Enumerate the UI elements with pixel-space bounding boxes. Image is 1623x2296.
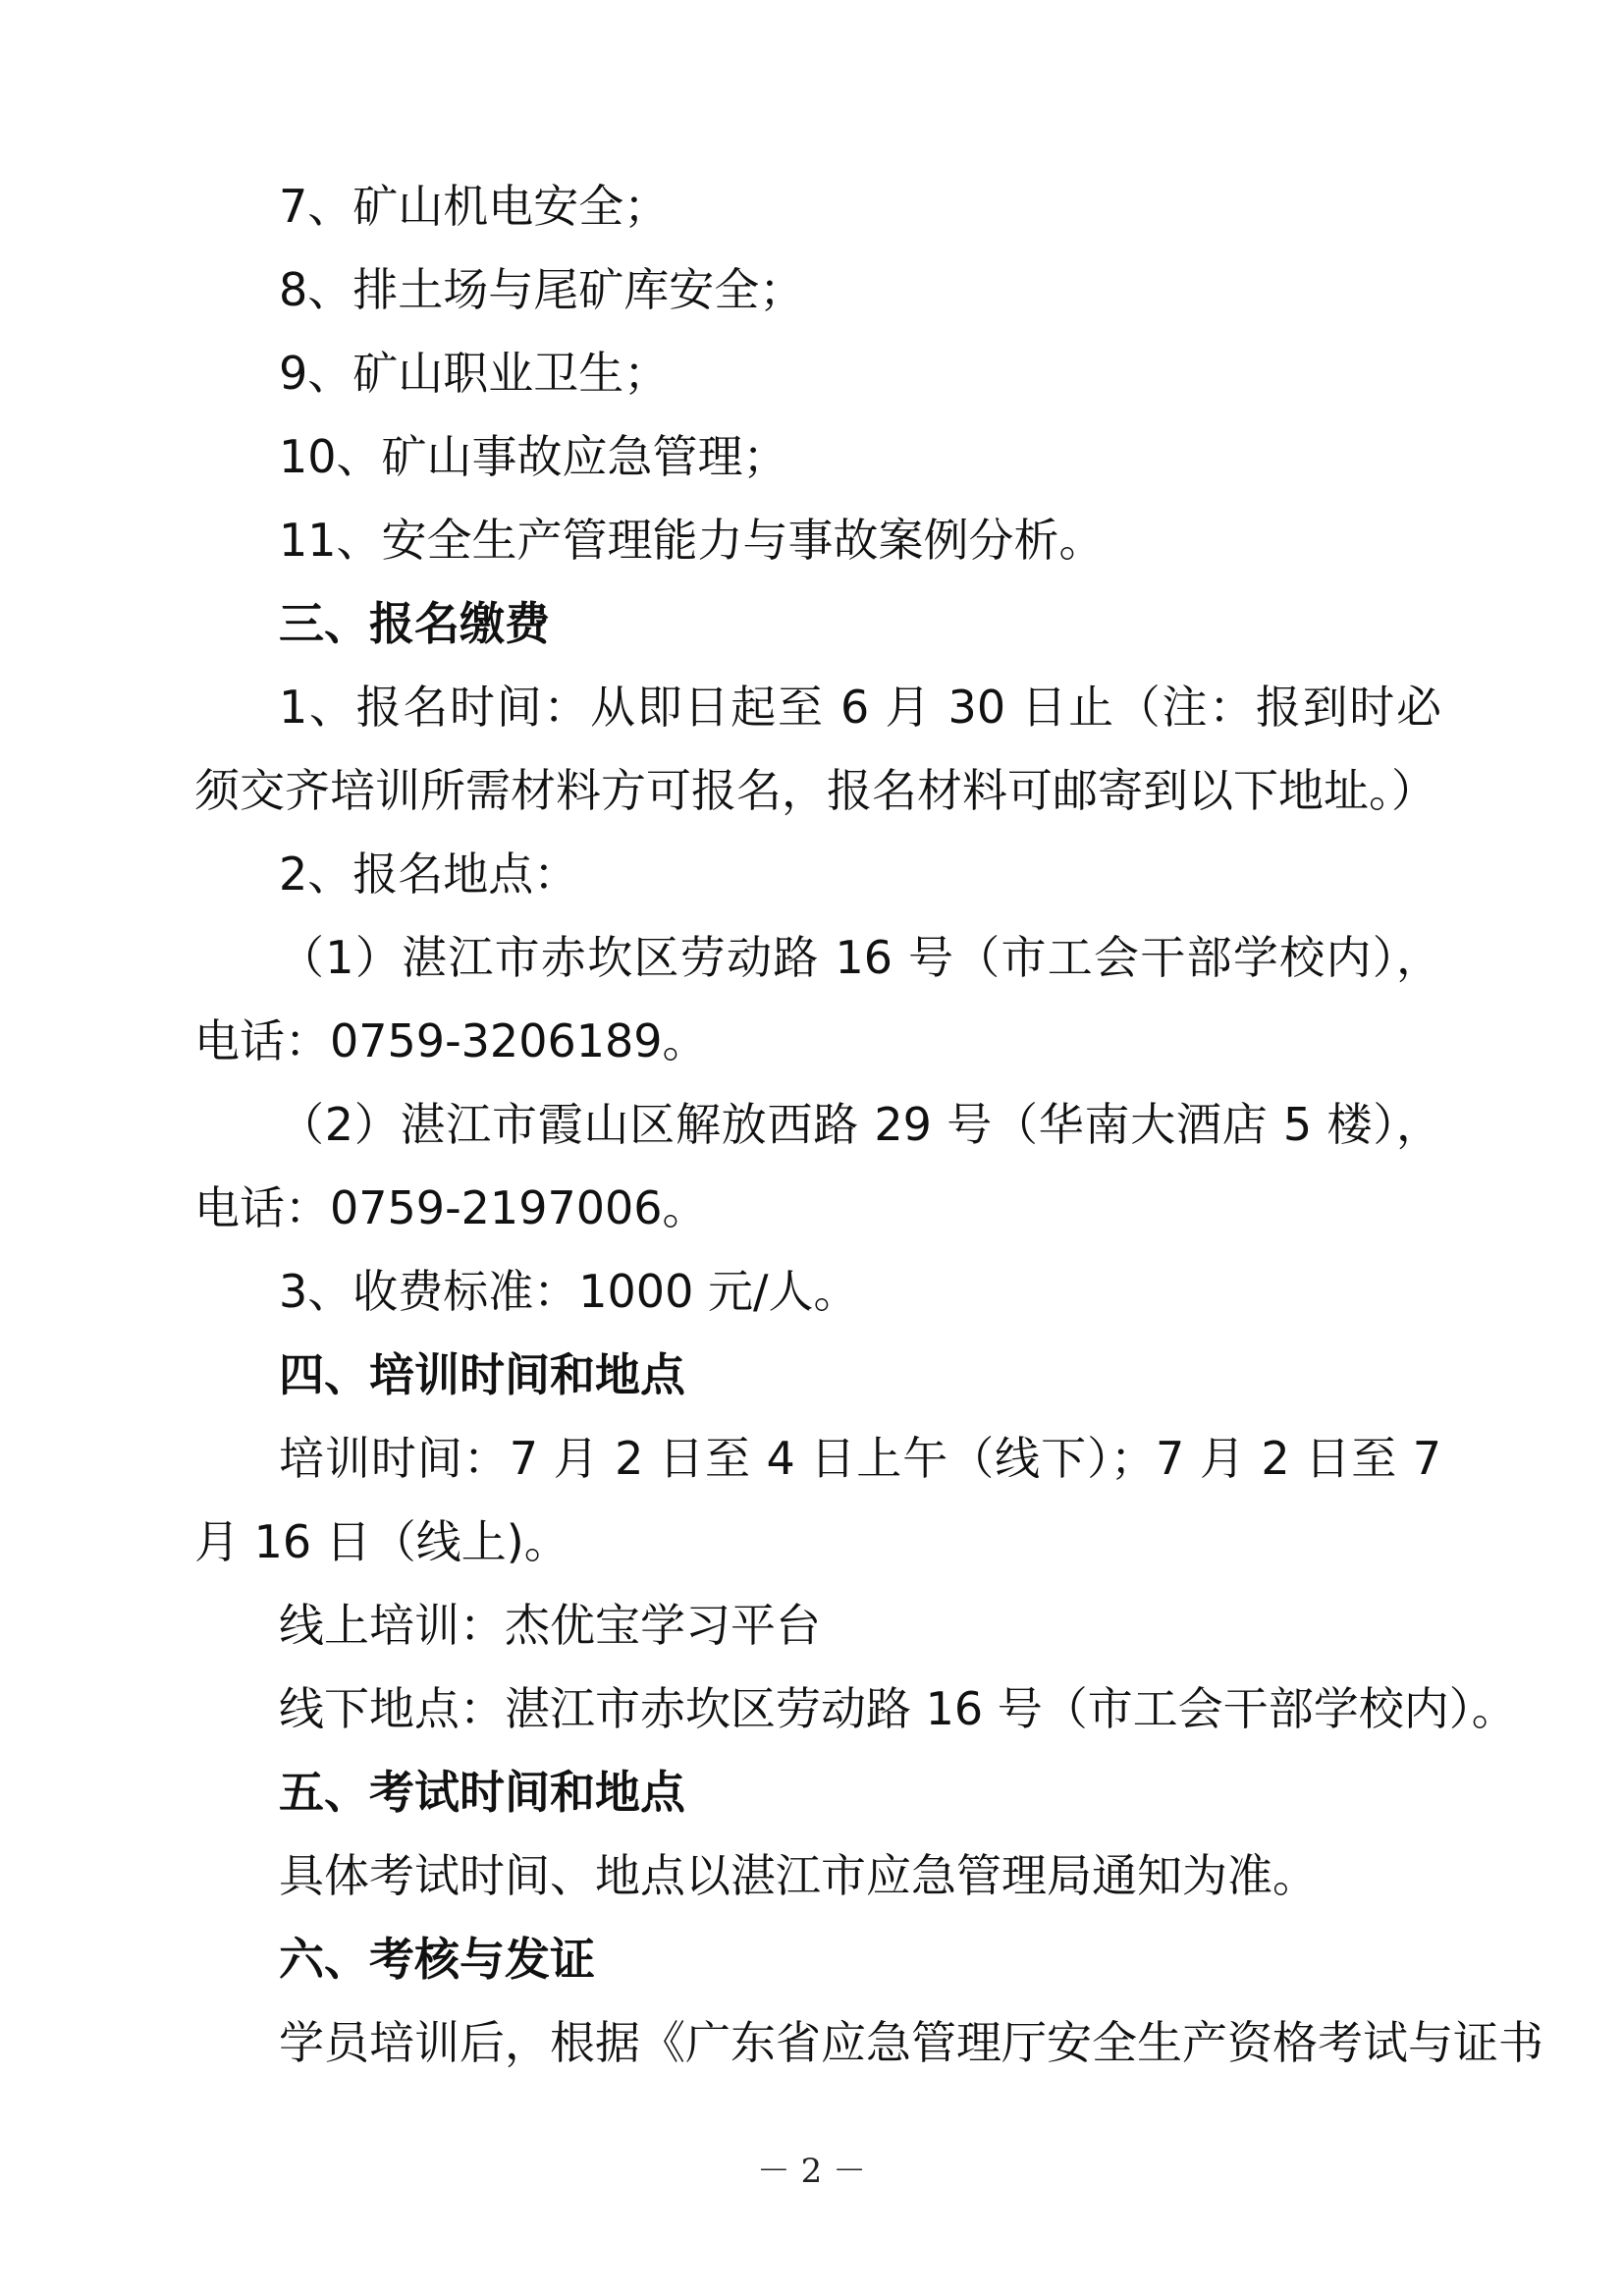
exam-note-paragraph: 具体考试时间、地点以湛江市应急管理局通知为准。 bbox=[279, 1849, 1318, 1902]
fee-standard: 3、收费标准：1000 元/人。 bbox=[279, 1265, 859, 1318]
registration-location-label: 2、报名地点： bbox=[279, 847, 579, 901]
list-item-10: 10、矿山事故应急管理； bbox=[279, 430, 788, 483]
registration-location-2: （2）湛江市霞山区解放西路 29 号（华南大酒店 5 楼），电话：0759-2197006。 bbox=[194, 1098, 1441, 1234]
section-heading-assessment: 六、考核与发证 bbox=[279, 1933, 595, 1986]
section-heading-exam: 五、考试时间和地点 bbox=[279, 1766, 685, 1819]
offline-location-paragraph: 线下地点：湛江市赤坎区劳动路 16 号（市工会干部学校内）。 bbox=[279, 1682, 1517, 1735]
section-heading-registration: 三、报名缴费 bbox=[279, 597, 550, 650]
list-item-11: 11、安全生产管理能力与事故案例分析。 bbox=[279, 514, 1105, 567]
list-item-7: 7、矿山机电安全； bbox=[279, 180, 670, 233]
online-training-paragraph: 线上培训：杰优宝学习平台 bbox=[279, 1599, 821, 1652]
assessment-paragraph: 学员培训后，根据《广东省应急管理厅安全生产资格考试与证书 bbox=[279, 2016, 1543, 2069]
registration-time-paragraph: 1、报名时间：从即日起至 6 月 30 日止（注：报到时必须交齐培训所需材料方可报名，报名材料可邮寄到以下地址。） bbox=[194, 681, 1441, 817]
list-item-8: 8、排土场与尾矿库安全； bbox=[279, 263, 805, 316]
list-item-9: 9、矿山职业卫生； bbox=[279, 347, 670, 400]
registration-location-1: （1）湛江市赤坎区劳动路 16 号（市工会干部学校内），电话：0759-3206189。 bbox=[194, 931, 1441, 1067]
section-heading-training: 四、培训时间和地点 bbox=[279, 1348, 685, 1401]
page-number: － 2 － bbox=[756, 2152, 867, 2191]
document-content bbox=[194, 165, 1543, 2085]
training-time-paragraph: 培训时间：7 月 2 日至 4 日上午（线下）；7 月 2 日至 7 月 16 日（线上)。 bbox=[194, 1432, 1441, 1568]
